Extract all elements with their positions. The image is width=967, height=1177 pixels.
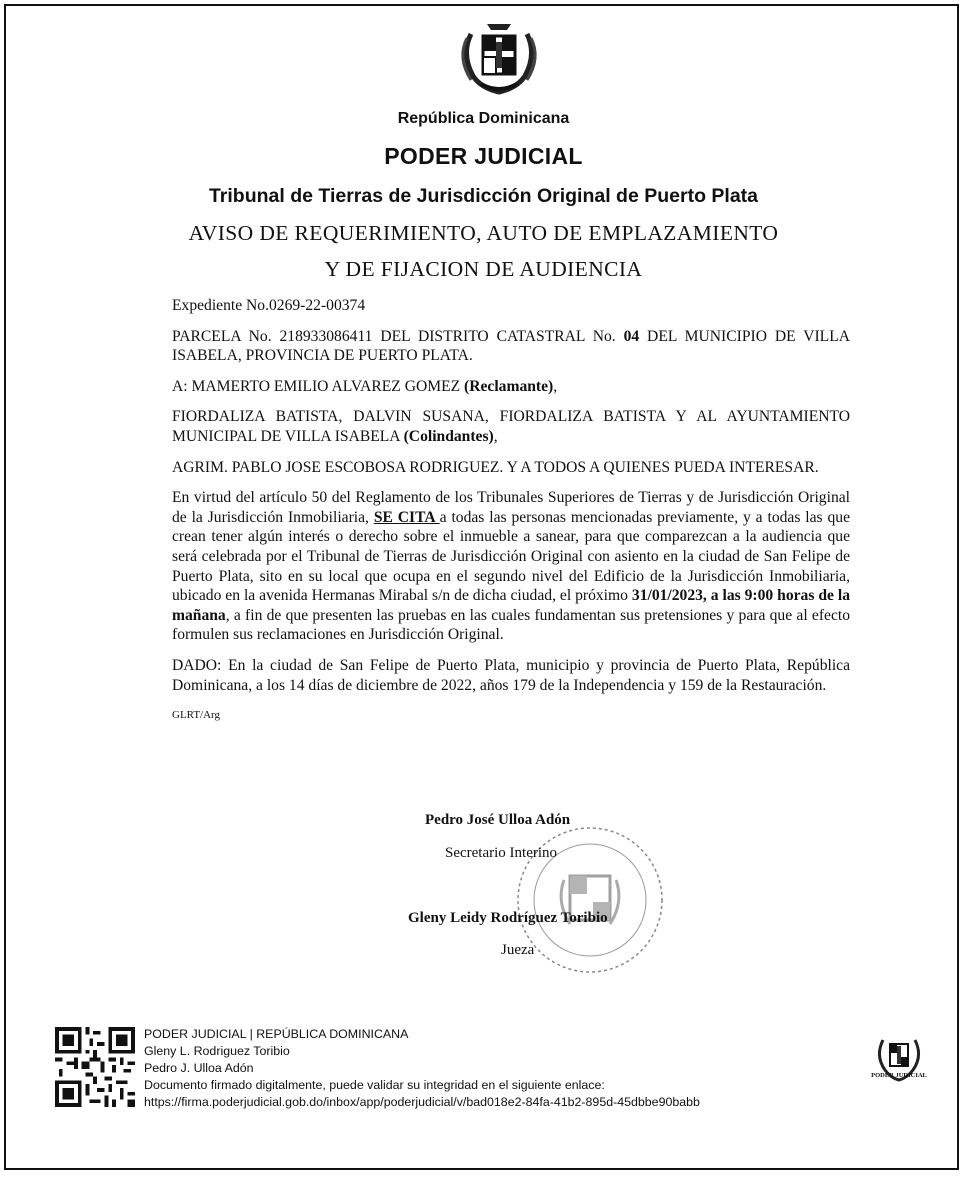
notice-title-line1: AVISO DE REQUERIMIENTO, AUTO DE EMPLAZAMIENTO xyxy=(188,221,779,245)
initials: GLRT/Arg xyxy=(172,709,221,722)
agrimensor-paragraph: AGRIM. PABLO JOSE ESCOBOSA RODRIGUEZ. Y A TODOS A QUIENES PUEDA INTERESAR. xyxy=(172,458,819,476)
colindantes-paragraph: FIORDALIZA BATISTA, DALVIN SUSANA, FIORDALIZA BATISTA Y AL AYUNTAMIENTO MUNICIPAL DE VILLA ISABELA (Colindantes), xyxy=(172,408,850,445)
footer-signer-1: Gleny L. Rodriguez Toribio xyxy=(144,1044,290,1058)
notice-title-line2: Y DE FIJACION DE AUDIENCIA xyxy=(324,257,643,281)
footer-validation-note: Documento firmado digitalmente, puede validar su integridad en el siguiente enlace: xyxy=(144,1078,605,1092)
notice-body xyxy=(172,296,850,726)
footer-validation-link[interactable]: https://firma.poderjudicial.gob.do/inbox/app/poderjudicial/v/bad018e2-84fa-41b2-895d-45dbbe90babb xyxy=(144,1095,700,1109)
coat-of-arms-icon xyxy=(451,14,547,98)
secretary-name: Pedro José Ulloa Adón xyxy=(425,812,571,828)
branch-heading: PODER JUDICIAL xyxy=(384,143,583,169)
judge-title: Jueza xyxy=(501,942,535,958)
footer-institution: PODER JUDICIAL | REPÚBLICA DOMINICANA xyxy=(144,1027,409,1041)
citation-paragraph: En virtud del artículo 50 del Reglamento de los Tribunales Superiores de Tierras y de Jurisdicción Original de la Jurisdicción Inmobiliaria, SE CITA a todas las personas mencionadas previamente, y a todas las que crean tener algún interés o derecho sobre el inmueble a sanear, para que comparezcan a la audiencia que será celebrada por el Tribunal de Tierras de Jurisdicción Original con asiento en la ciudad de San Felipe de Puerto Plata, sito en su local que ocupa en el segundo nivel del Edificio de la Jurisdicción Inmobiliaria, ubicado en la avenida Hermanas Mirabal s/n de dicha ciudad, el próximo 31/01/2023, a las 9:00 horas de la mañana, a fin de que presenten las pruebas en las cuales fundamentan sus pretensiones y para que al efecto formulen sus reclamaciones en Jurisdicción Original. xyxy=(172,489,851,644)
qr-code-icon[interactable] xyxy=(54,1027,136,1107)
expediente-number: Expediente No.0269-22-00374 xyxy=(172,297,366,314)
dado-paragraph: DADO: En la ciudad de San Felipe de Puerto Plata, municipio y provincia de Puerto Plata, República Dominicana, a los 14 días de diciembre de 2022, años 179 de la Independencia y 159 de la Restauración. xyxy=(172,656,850,694)
secretary-title: Secretario Interino xyxy=(445,845,558,861)
logo-caption: PODER JUDICIAL xyxy=(871,1072,927,1079)
footer-signer-2: Pedro J. Ulloa Adón xyxy=(144,1061,254,1075)
digital-signature-footer xyxy=(144,1026,700,1111)
country-heading: República Dominicana xyxy=(397,110,570,127)
reclamante-paragraph: A: MAMERTO EMILIO ALVAREZ GOMEZ (Reclamante), xyxy=(172,377,558,395)
court-heading: Tribunal de Tierras de Jurisdicción Original de Puerto Plata xyxy=(208,185,759,207)
judge-name: Gleny Leidy Rodríguez Toribio xyxy=(408,910,608,926)
parcela-paragraph: PARCELA No. 218933086411 DEL DISTRITO CATASTRAL No. 04 DEL MUNICIPIO DE VILLA ISABELA, PROVINCIA DE PUERTO PLATA. xyxy=(172,327,850,365)
